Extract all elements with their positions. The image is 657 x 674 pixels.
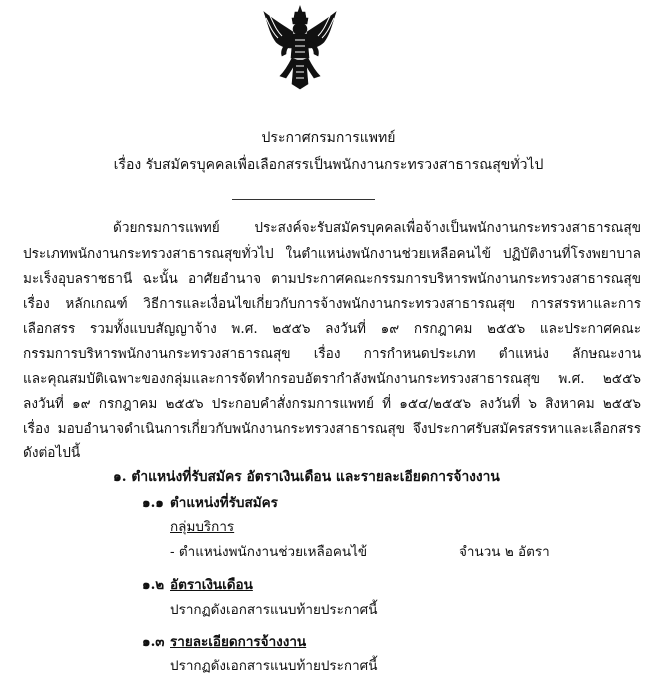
body-line-1: ด้วยกรมการแพทย์ ประสงค์จะรับสมัครบุคคลเพื่อจ้างเป็นพนักงานกระทรวงสาธารณสุข	[113, 220, 641, 236]
section-1-2-heading: อัตราเงินเดือน	[170, 577, 253, 593]
body-line-5: เลือกสรร รวมทั้งแบบสัญญาจ้าง พ.ศ. ๒๕๕๖ ลงวันที่ ๑๙ กรกฎาคม ๒๕๕๖ และประกาศคณะ	[23, 321, 641, 337]
body-line-10: ดังต่อไปนี้	[23, 445, 81, 461]
body-line-7: และคุณสมบัติเฉพาะของกลุ่มและการจัดทำกรอบอัตรากำลังพนักงานกระทรวงสาธารณสุข พ.ศ. ๒๕๕๖	[23, 371, 641, 387]
position-quota: จำนวน ๒ อัตรา	[459, 544, 550, 560]
salary-note: ปรากฏดังเอกสารแนบท้ายประกาศนี้	[170, 602, 378, 618]
garuda-emblem-icon	[262, 4, 338, 90]
body-line-2: ประเภทพนักงานกระทรวงสาธารณสุขทั่วไป ในตำแหน่งพนักงานช่วยเหลือคนไข้ ปฏิบัติงานที่โรงพยาบาล	[23, 246, 641, 262]
body-line-4: เรื่อง หลักเกณฑ์ วิธีการและเงื่อนไขเกี่ยวกับการจ้างพนักงานกระทรวงสาธารณสุข การสรรหาและการ	[23, 296, 641, 312]
position-item: - ตำแหน่งพนักงานช่วยเหลือคนไข้	[170, 544, 368, 560]
body-line-6: กรรมการบริหารพนักงานกระทรวงสาธารณสุข เรื่อง การกำหนดประเภท ตำแหน่ง ลักษณะงาน	[23, 346, 641, 362]
section-1-1-heading: ตำแหน่งที่รับสมัคร	[170, 495, 278, 511]
section-1-3-number: ๑.๓	[142, 634, 165, 650]
section-1-1-number: ๑.๑	[142, 495, 164, 511]
section-1-heading: ๑. ตำแหน่งที่รับสมัคร อัตราเงินเดือน และรายละเอียดการจ้างงาน	[113, 469, 500, 485]
section-1-2-number: ๑.๒	[142, 577, 165, 593]
body-line-9: เรื่อง มอบอำนาจดำเนินการเกี่ยวกับพนักงานกระทรวงสาธารณสุข จึงประกาศรับสมัครสรรหาและเลือกสรร	[23, 421, 641, 437]
employment-details-note: ปรากฏดังเอกสารแนบท้ายประกาศนี้	[170, 658, 378, 674]
announcement-title: ประกาศกรมการแพทย์	[261, 130, 396, 146]
announcement-subject: เรื่อง รับสมัครบุคคลเพื่อเลือกสรรเป็นพนักงานกระทรวงสาธารณสุขทั่วไป	[113, 157, 544, 173]
divider	[232, 199, 375, 200]
body-line-8: ลงวันที่ ๑๙ กรกฎาคม ๒๕๕๖ ประกอบคำสั่งกรมการแพทย์ ที่ ๑๕๔/๒๕๕๖ ลงวันที่ ๖ สิงหาคม ๒๕๕๖	[23, 396, 641, 412]
service-group-label: กลุ่มบริการ	[170, 519, 235, 535]
body-line-3: มะเร็งอุบลราชธานี ฉะนั้น อาศัยอำนาจ ตามประกาศคณะกรรมการบริหารพนักงานกระทรวงสาธารณสุข	[23, 271, 641, 287]
section-1-3-heading: รายละเอียดการจ้างงาน	[170, 634, 307, 650]
